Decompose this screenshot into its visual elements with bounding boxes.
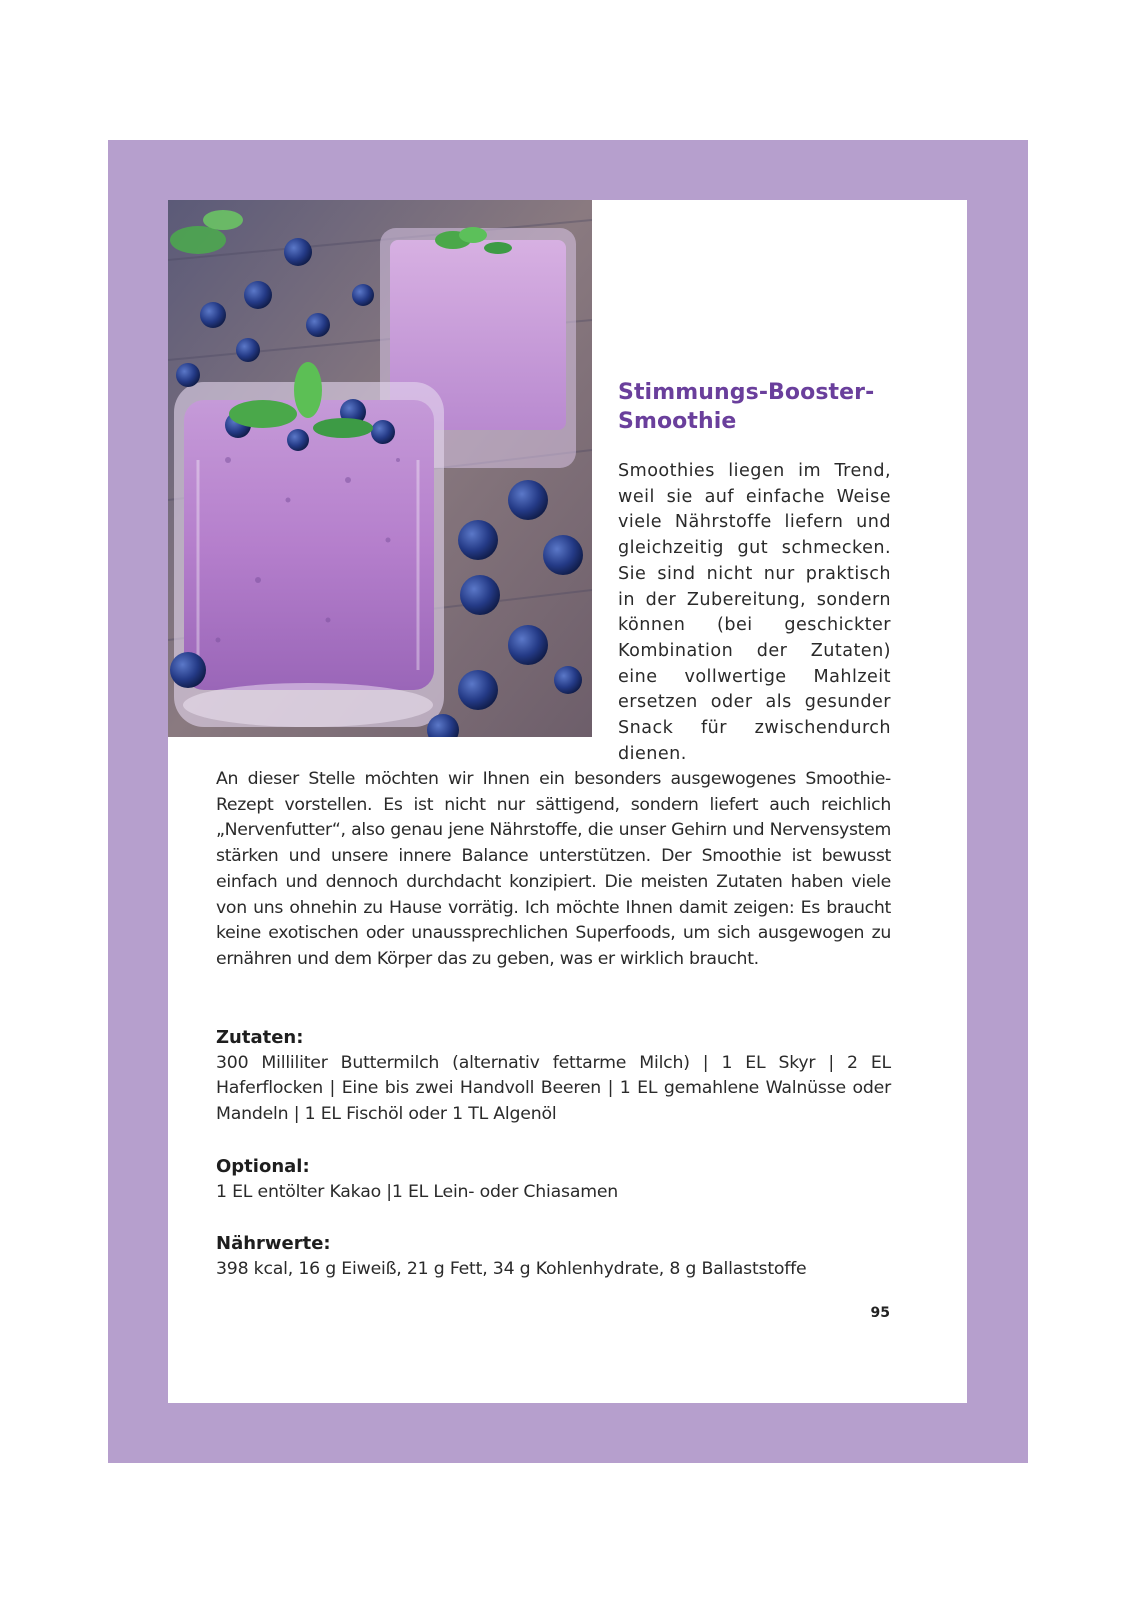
intro-paragraph: Smoothies liegen im Trend, weil sie auf einfache Weise viele Nährstoffe liefern und gleichzeitig gut schmecken. Sie sind nicht nur praktisch in der Zubereitung, sondern können (bei geschickter Kombination der Zutaten) eine vollwertige Mahlzeit ersetzen oder als gesunder Snack für zwischendurch dienen.: [618, 461, 891, 764]
page-number: 95: [870, 1305, 890, 1321]
smoothie-photo: [168, 200, 592, 737]
ingredients-text: 300 Milliliter Buttermilch (alternativ fettarme Milch) | 1 EL Skyr | 2 EL Haferflocken | Eine bis zwei Handvoll Beeren | 1 EL gemahlene Walnüsse oder Mandeln | 1 EL Fischöl oder 1 TL Algenöl: [216, 1052, 891, 1125]
nutrition-text: 398 kcal, 16 g Eiweiß, 21 g Fett, 34 g Kohlenhydrate, 8 g Ballaststoffe: [216, 1258, 807, 1279]
nutrition-section: [216, 1231, 891, 1282]
optional-heading: Optional:: [216, 1156, 310, 1177]
ingredients-heading: Zutaten:: [216, 1027, 304, 1048]
ingredients-section: [216, 1025, 891, 1128]
recipe-title: Stimmungs-Booster-Smoothie: [618, 380, 875, 434]
body-paragraph: An dieser Stelle möchten wir Ihnen ein besonders ausgewogenes Smoothie-Rezept vorstellen. Es ist nicht nur sättigend, sondern liefert auch reichlich „Nervenfutter“, also genau jene Nährstoffe, die unser Gehirn und Nervensystem stärken und unsere innere Balance unterstützen. Der Smoothie ist bewusst einfach und dennoch durchdacht konzipiert. Die meisten Zutaten haben viele von uns ohnehin zu Hause vorrätig. Ich möchte Ihnen damit zeigen: Es braucht keine exotischen oder unaussprechlichen Superfoods, um sich ausgewogen zu ernähren und dem Körper das zu geben, was er wirklich braucht.: [216, 769, 891, 969]
nutrition-heading: Nährwerte:: [216, 1233, 331, 1254]
optional-section: [216, 1154, 891, 1205]
optional-text: 1 EL entölter Kakao |1 EL Lein- oder Chiasamen: [216, 1181, 619, 1202]
